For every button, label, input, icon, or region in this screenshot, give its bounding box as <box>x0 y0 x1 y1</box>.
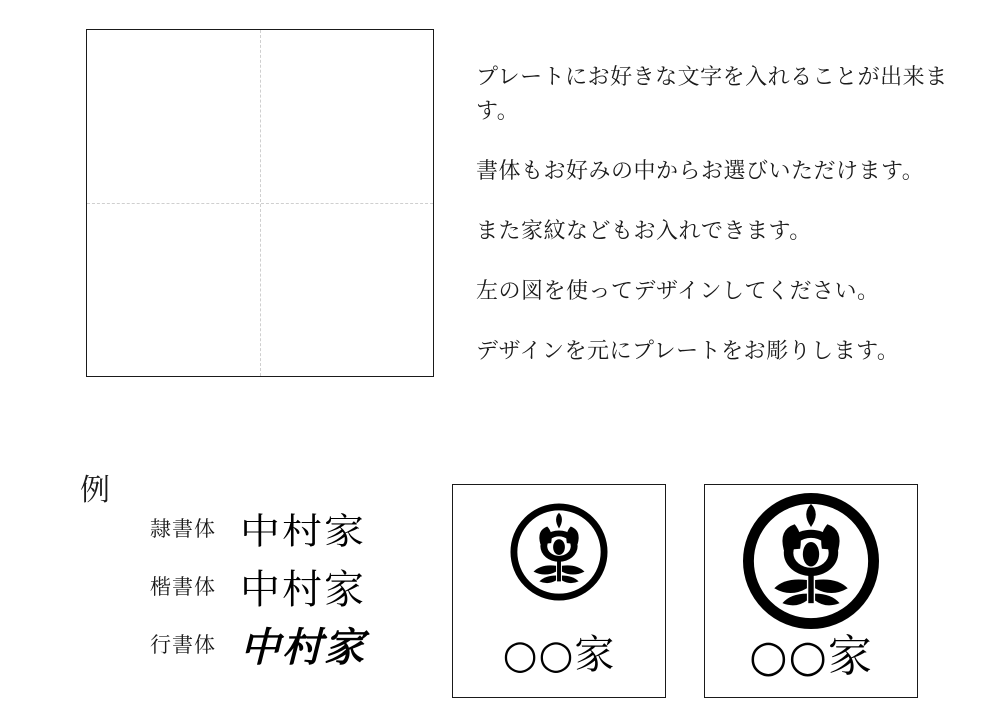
family-crest-large-icon <box>743 493 879 634</box>
font-sample-row <box>150 558 420 614</box>
font-sample-text: 中村家 <box>240 510 366 552</box>
font-sample-list <box>150 500 420 674</box>
crest-example-large <box>704 484 918 698</box>
examples-label: 例 <box>80 474 110 507</box>
plate-design-area[interactable] <box>86 29 434 377</box>
crest-caption: ○○家 <box>749 631 873 682</box>
font-style-name: 隷書体 <box>150 518 216 541</box>
family-crest-small-icon <box>510 503 608 606</box>
description-line-4: 左の図を使ってデザインしてください。 <box>476 278 880 304</box>
description-block <box>476 60 976 369</box>
font-style-name: 楷書体 <box>150 576 216 599</box>
description-line-3: また家紋などもお入れできます。 <box>476 218 812 244</box>
font-sample-text: 中村家 <box>240 623 366 671</box>
font-sample-row <box>150 616 420 672</box>
crest-example-small <box>452 484 666 698</box>
horizontal-center-guide <box>87 203 433 204</box>
description-line-1: プレートにお好きな文字を入れることが出来ます。 <box>476 64 948 124</box>
crest-caption: ○○家 <box>502 632 616 678</box>
font-sample-text: 中村家 <box>240 566 366 613</box>
description-line-5: デザインを元にプレートをお彫りします。 <box>476 338 900 364</box>
font-sample-row <box>150 500 420 556</box>
font-style-name: 行書体 <box>150 634 216 657</box>
description-line-2: 書体もお好みの中からお選びいただけます。 <box>476 158 925 184</box>
